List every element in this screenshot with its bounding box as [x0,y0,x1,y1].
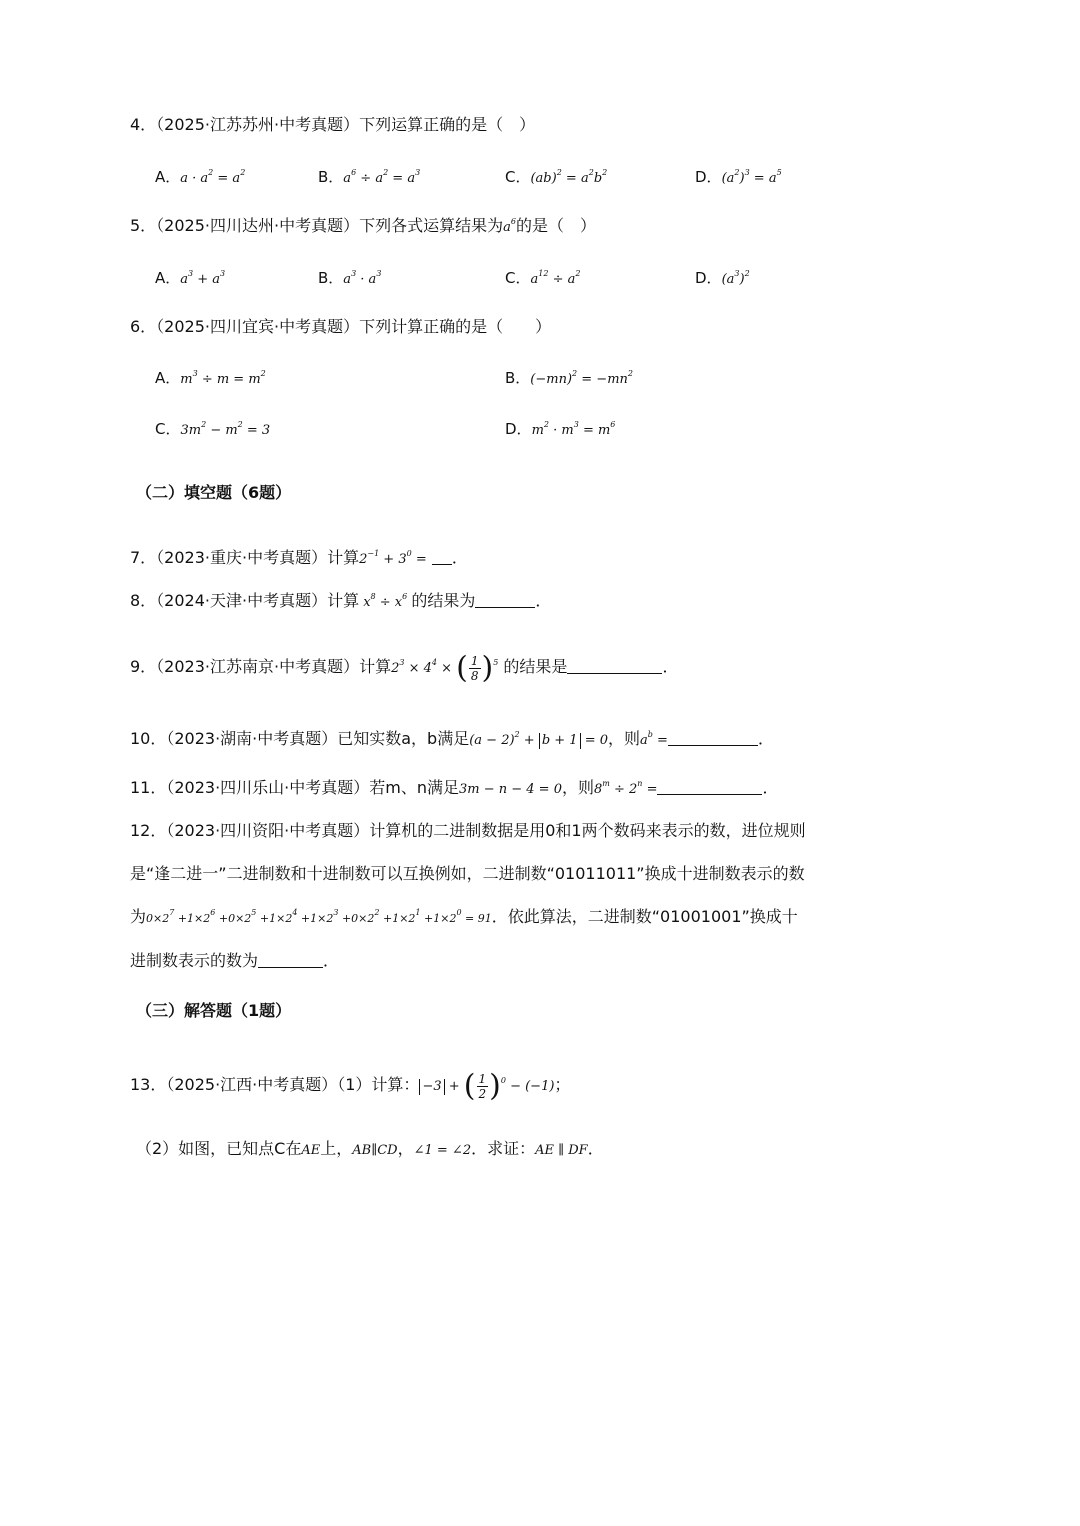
q4-option-a[interactable]: A．$a \cdot a^2 = a^2$ [155,168,246,186]
question-10: 10．（2023·湖南·中考真题）已知实数a，b满足$(a - 2)^2 + b + 1 = 0$，则$a^b$ = ． [130,729,774,748]
question-13-part-1: 13．（2025·江西·中考真题）（1）计算： −3 + ( $\frac{1}{2}$ )$^0$ − (−1)； [130,1068,571,1104]
q4-option-b[interactable]: B．$a^6 \div a^2 = a^3$ [318,168,421,186]
question-8: 8．（2024·天津·中考真题）计算 $x^8 \div x^6$ 的结果为 ． [130,591,552,610]
q4-option-c[interactable]: C．$(ab)^2 = a^2b^2$ [505,168,608,186]
question-11: 11．（2023·四川乐山·中考真题）若m、n满足3m − n − 4 = 0，则$8^m \div 2^n$ = ． [130,778,779,797]
answer-blank[interactable] [668,731,758,746]
question-5-stem: 5．（2025·四川达州·中考真题）下列各式运算结果为$a^6$的是（ ） [130,216,596,235]
q6-option-c[interactable]: C．$3m^2 - m^2 = 3$ [155,420,271,438]
q6-option-a[interactable]: A．$m^3 \div m = m^2$ [155,369,266,387]
q5-option-c[interactable]: C．$a^{12} \div a^2$ [505,269,581,287]
section-fill-in-blank: （二）填空题（6题） [136,483,292,502]
q5-option-b[interactable]: B．$a^3 \cdot a^3$ [318,269,382,287]
question-9: 9．（2023·江苏南京·中考真题）计算$2^3 \times 4^4$ × ( $\frac{1}{8}$ )$^5$ 的结果是 ． [130,650,679,686]
q5-option-a[interactable]: A．$a^3 + a^3$ [155,269,226,287]
question-6-stem: 6．（2025·四川宜宾·中考真题）下列计算正确的是（ ） [130,317,552,336]
q4-option-d[interactable]: D．$(a^2)^3 = a^5$ [695,168,782,186]
section-solution: （三）解答题（1题） [136,1001,292,1020]
answer-blank[interactable] [432,550,452,565]
question-12-line-1: 12．（2023·四川资阳·中考真题）计算机的二进制数据是用0和1两个数码来表示的数，进位规则 [130,821,806,840]
answer-blank[interactable] [475,593,535,608]
q6-option-b[interactable]: B．$(-mn)^2 = -mn^2$ [505,369,633,387]
question-12-line-2: 是“逢二进一”二进制数和十进制数可以互换例如，二进制数“01011011”换成十进制数表示的数 [130,864,805,883]
answer-blank[interactable] [567,659,662,674]
q5-option-d[interactable]: D．$(a^3)^2$ [695,269,750,287]
question-12-line-3: 为$0\times 2^7 +1\times 2^6 +0\times 2^5 +1\times 2^4 +1\times 2^3 +0\times 2^2 +1\times 2^1 +1\times 2^0 = 91$．依此算法，二进制数“01001001”换成十 [130,907,798,926]
question-4-stem: 4．（2025·江苏苏州·中考真题）下列运算正确的是（ ） [130,115,536,134]
question-12-line-4: 进制数表示的数为 ． [130,951,340,970]
question-13-part-2: （2）如图，已知点C在AE上，AB∥CD，∠1 = ∠2．求证：AE ∥ DF． [136,1139,604,1158]
answer-blank[interactable] [258,953,323,968]
q6-option-d[interactable]: D．$m^2 \cdot m^3 = m^6$ [505,420,616,438]
question-7: 7．（2023·重庆·中考真题）计算$2^{-1} + 3^0$ = ． [130,548,468,567]
answer-blank[interactable] [657,780,762,795]
